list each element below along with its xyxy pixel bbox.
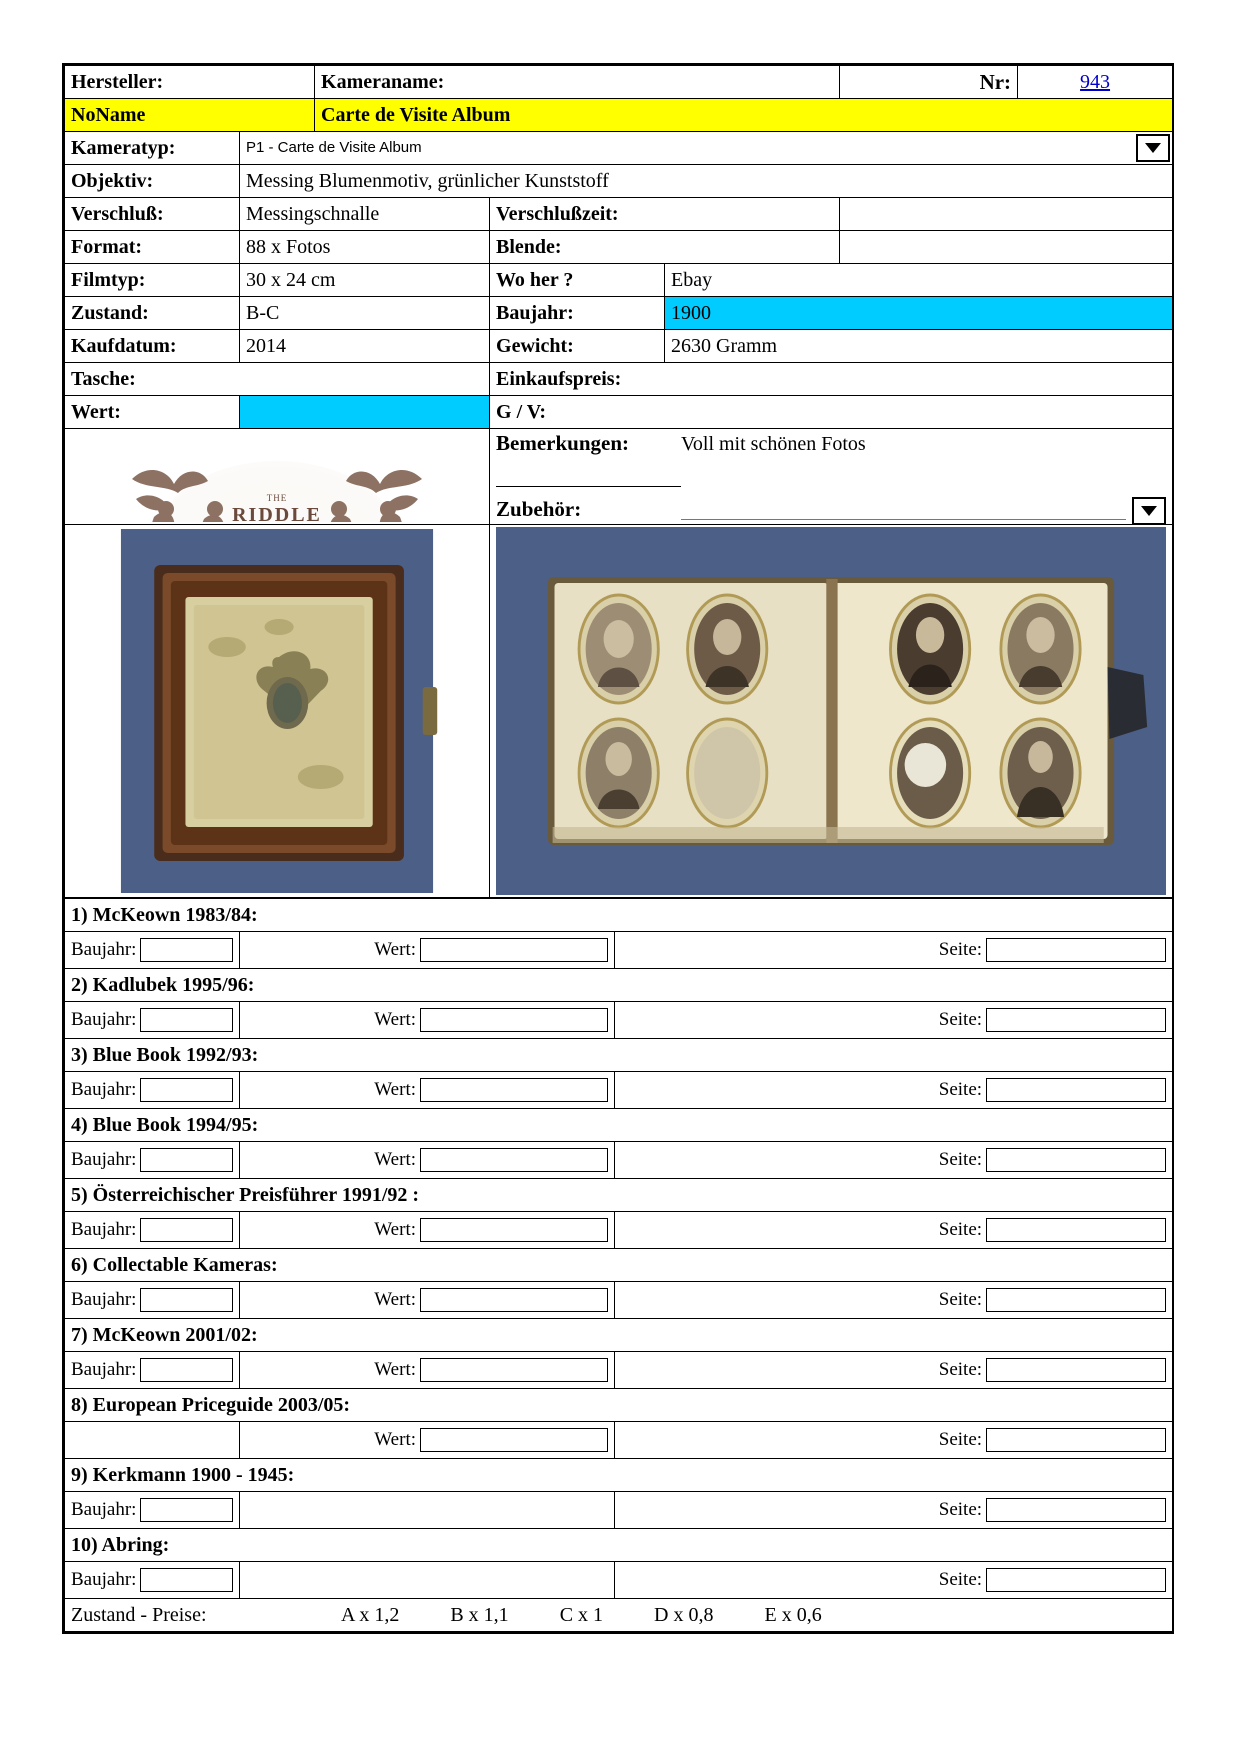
blende-value[interactable]	[840, 231, 1173, 264]
seite-label-10: Seite:	[938, 1569, 983, 1590]
wert-label-5-cell	[240, 1212, 615, 1249]
seite-input-9[interactable]	[986, 1498, 1166, 1522]
wert-label-9-cell	[240, 1492, 615, 1529]
wert-input-7[interactable]	[420, 1358, 608, 1382]
baujahr-label-5-cell	[65, 1212, 240, 1249]
wert-label-7: Wert:	[374, 1359, 416, 1380]
seite-input-1[interactable]	[986, 938, 1166, 962]
wert-input-2[interactable]	[420, 1008, 608, 1032]
seite-label-2: Seite:	[938, 1009, 983, 1030]
nr-label-cell	[840, 66, 1018, 99]
kameratyp-value: P1 - Carte de Visite Album	[246, 139, 422, 156]
wert-input-8[interactable]	[420, 1428, 608, 1452]
hersteller-label: Hersteller:	[65, 66, 315, 99]
bemerkungen-value[interactable]: Voll mit schönen Fotos	[681, 433, 866, 455]
bemerkungen-label: Bemerkungen:	[496, 431, 630, 455]
price-guide-source-title: 3) Blue Book 1992/93:	[65, 1039, 1173, 1072]
wert-label-2-cell	[240, 1002, 615, 1039]
price-guide-title-row	[65, 1319, 1173, 1352]
wert-label-1: Wert:	[374, 939, 416, 960]
wert-label-8: Wert:	[374, 1429, 416, 1450]
price-guide-fields-row	[65, 1282, 1173, 1319]
seite-label-8-cell	[615, 1422, 1173, 1459]
seite-label-10-cell	[615, 1562, 1173, 1599]
seite-input-4[interactable]	[986, 1148, 1166, 1172]
baujahr-label-2: Baujahr:	[71, 1009, 137, 1030]
verschluss-label: Verschluß:	[65, 198, 240, 231]
baujahr-label-1: Baujahr:	[71, 939, 137, 960]
kaufdatum-value[interactable]: 2014	[240, 330, 490, 363]
baujahr-input-10[interactable]	[140, 1568, 233, 1592]
baujahr-label-2-cell	[65, 1002, 240, 1039]
baujahr-input-7[interactable]	[140, 1358, 233, 1382]
bemerkungen-row	[496, 431, 1166, 456]
price-guide-fields-row	[65, 1212, 1173, 1249]
seite-label-6: Seite:	[938, 1289, 983, 1310]
wert-label: Wert:	[65, 396, 240, 429]
kaufdatum-label: Kaufdatum:	[65, 330, 240, 363]
wert-label-7-cell	[240, 1352, 615, 1389]
seite-input-3[interactable]	[986, 1078, 1166, 1102]
zubehoer-value[interactable]	[681, 499, 1126, 520]
baujahr-input-1[interactable]	[140, 938, 233, 962]
row-kaufdatum	[65, 330, 1173, 363]
kameraname-value[interactable]: Carte de Visite Album	[315, 99, 1173, 132]
row-zustand	[65, 297, 1173, 330]
baujahr-label-1-cell	[65, 932, 240, 969]
format-label: Format:	[65, 231, 240, 264]
row-wert	[65, 396, 1173, 429]
kameratyp-label: Kameratyp:	[65, 132, 240, 165]
price-guide-fields-row	[65, 1002, 1173, 1039]
row-objektiv	[65, 165, 1173, 198]
zustand-preise-label: Zustand - Preise:	[71, 1603, 207, 1626]
wert-label-3: Wert:	[374, 1079, 416, 1100]
seite-label-9: Seite:	[938, 1499, 983, 1520]
preis-faktor-e: E x 0,6	[764, 1603, 822, 1626]
baujahr-label-6-cell	[65, 1282, 240, 1319]
zubehoer-label: Zubehör:	[496, 497, 582, 521]
logo-line2: RIDDLE	[232, 504, 322, 526]
filmtyp-value[interactable]: 30 x 24 cm	[240, 264, 490, 297]
price-guide-source-title: 8) European Priceguide 2003/05:	[65, 1389, 1173, 1422]
price-guide-title-row	[65, 1249, 1173, 1282]
baujahr-label-7: Baujahr:	[71, 1359, 137, 1380]
logo-cell	[65, 429, 490, 525]
bemerkungen-divider	[496, 486, 681, 487]
photo-open-album	[496, 527, 1166, 895]
blende-label: Blende:	[490, 231, 840, 264]
price-guide-title-row	[65, 899, 1173, 932]
wert-label-10-cell	[240, 1562, 615, 1599]
price-guide-fields-row	[65, 1562, 1173, 1599]
baujahr-label-4-cell	[65, 1142, 240, 1179]
price-guide-source-title: 10) Abring:	[65, 1529, 1173, 1562]
nr-label: Nr:	[979, 69, 1012, 94]
wert-label-2: Wert:	[374, 1009, 416, 1030]
baujahr-label-3-cell	[65, 1072, 240, 1109]
seite-label-5: Seite:	[938, 1219, 983, 1240]
zustand-label: Zustand:	[65, 297, 240, 330]
wert-label-5: Wert:	[374, 1219, 416, 1240]
row-filmtyp	[65, 264, 1173, 297]
seite-label-1-cell	[615, 932, 1173, 969]
zustand-value[interactable]: B-C	[240, 297, 490, 330]
objektiv-label: Objektiv:	[65, 165, 240, 198]
price-guide-fields-row	[65, 1492, 1173, 1529]
seite-label-6-cell	[615, 1282, 1173, 1319]
row-hersteller-kameraname	[65, 66, 1173, 99]
kameraname-label: Kameraname:	[315, 66, 840, 99]
camera-data-table	[64, 65, 1173, 898]
preis-faktor-a: A x 1,2	[341, 1603, 400, 1626]
baujahr-input-9[interactable]	[140, 1498, 233, 1522]
logo-line1: THE	[266, 493, 288, 503]
price-guide-fields-row	[65, 932, 1173, 969]
objektiv-value[interactable]: Messing Blumenmotiv, grünlicher Kunststoff	[240, 165, 1173, 198]
price-guide-source-title: 4) Blue Book 1994/95:	[65, 1109, 1173, 1142]
row-photos	[65, 525, 1173, 898]
seite-label-1: Seite:	[938, 939, 983, 960]
wert-input-6[interactable]	[420, 1288, 608, 1312]
baujahr-label-4: Baujahr:	[71, 1149, 137, 1170]
wert-label-4: Wert:	[374, 1149, 416, 1170]
seite-input-5[interactable]	[986, 1218, 1166, 1242]
hersteller-value[interactable]: NoName	[65, 99, 315, 132]
photo-closed-album	[71, 527, 483, 895]
baujahr-label: Baujahr:	[490, 297, 665, 330]
price-guide-fields-row	[65, 1422, 1173, 1459]
price-guide-fields-row	[65, 1142, 1173, 1179]
riddle-logo-icon	[112, 439, 442, 526]
photo-closed-album-cell	[65, 525, 490, 898]
row-hersteller-value	[65, 99, 1173, 132]
woher-label: Wo her ?	[490, 264, 665, 297]
filmtyp-label: Filmtyp:	[65, 264, 240, 297]
price-guide-title-row	[65, 969, 1173, 1002]
seite-label-4-cell	[615, 1142, 1173, 1179]
remarks-cell	[490, 429, 1173, 525]
woher-value[interactable]: Ebay	[665, 264, 1173, 297]
price-guide-source-title: 6) Collectable Kameras:	[65, 1249, 1173, 1282]
baujahr-label-10: Baujahr:	[71, 1569, 137, 1590]
price-guide-source-title: 1) McKeown 1983/84:	[65, 899, 1173, 932]
baujahr-input-5[interactable]	[140, 1218, 233, 1242]
seite-label-3-cell	[615, 1072, 1173, 1109]
price-guide-table	[64, 898, 1173, 1632]
wert-input-5[interactable]	[420, 1218, 608, 1242]
price-guide-title-row	[65, 1179, 1173, 1212]
kameratyp-value-cell[interactable]	[240, 132, 1173, 165]
seite-input-2[interactable]	[986, 1008, 1166, 1032]
baujahr-label-5: Baujahr:	[71, 1219, 137, 1240]
tasche-label: Tasche:	[65, 363, 490, 396]
price-guide-title-row	[65, 1389, 1173, 1422]
seite-label-7: Seite:	[938, 1359, 983, 1380]
gv-label: G / V:	[490, 396, 1173, 429]
seite-label-3: Seite:	[938, 1079, 983, 1100]
baujahr-label-9-cell	[65, 1492, 240, 1529]
seite-input-7[interactable]	[986, 1358, 1166, 1382]
kameratyp-combobox[interactable]	[246, 134, 1166, 162]
price-guide-source-title: 7) McKeown 2001/02:	[65, 1319, 1173, 1352]
nr-value-cell[interactable]	[1018, 66, 1173, 99]
einkaufspreis-label: Einkaufspreis:	[490, 363, 1173, 396]
baujahr-input-6[interactable]	[140, 1288, 233, 1312]
seite-label-7-cell	[615, 1352, 1173, 1389]
nr-value[interactable]: 943	[1080, 70, 1111, 93]
wert-input-1[interactable]	[420, 938, 608, 962]
seite-input-10[interactable]	[986, 1568, 1166, 1592]
seite-label-8: Seite:	[938, 1429, 983, 1450]
baujahr-label-8-cell	[65, 1422, 240, 1459]
row-kameratyp	[65, 132, 1173, 165]
wert-label-3-cell	[240, 1072, 615, 1109]
preis-faktor-d: D x 0,8	[654, 1603, 714, 1626]
wert-input-3[interactable]	[420, 1078, 608, 1102]
gewicht-label: Gewicht:	[490, 330, 665, 363]
row-logo-remarks	[65, 429, 1173, 525]
format-value[interactable]: 88 x Fotos	[240, 231, 490, 264]
seite-input-6[interactable]	[986, 1288, 1166, 1312]
wert-input-4[interactable]	[420, 1148, 608, 1172]
price-guide-fields-row	[65, 1352, 1173, 1389]
gewicht-value[interactable]: 2630 Gramm	[665, 330, 1173, 363]
row-verschluss	[65, 198, 1173, 231]
baujahr-input-3[interactable]	[140, 1078, 233, 1102]
zubehoer-chevron-down-icon[interactable]	[1132, 497, 1166, 525]
price-guide-title-row	[65, 1529, 1173, 1562]
baujahr-label-6: Baujahr:	[71, 1289, 137, 1310]
baujahr-label-9: Baujahr:	[71, 1499, 137, 1520]
verschlusszeit-value[interactable]	[840, 198, 1173, 231]
seite-label-9-cell	[615, 1492, 1173, 1529]
row-tasche	[65, 363, 1173, 396]
row-format	[65, 231, 1173, 264]
seite-label-4: Seite:	[938, 1149, 983, 1170]
zubehoer-row	[496, 497, 1166, 522]
seite-label-2-cell	[615, 1002, 1173, 1039]
row-zustand-preise	[65, 1599, 1173, 1632]
wert-label-4-cell	[240, 1142, 615, 1179]
price-guide-source-title: 2) Kadlubek 1995/96:	[65, 969, 1173, 1002]
footer-cell	[65, 1599, 1173, 1632]
baujahr-value[interactable]: 1900	[665, 297, 1173, 330]
chevron-down-icon[interactable]	[1136, 134, 1170, 162]
verschlusszeit-label: Verschlußzeit:	[490, 198, 840, 231]
price-guide-fields-row	[65, 1072, 1173, 1109]
baujahr-input-2[interactable]	[140, 1008, 233, 1032]
baujahr-input-4[interactable]	[140, 1148, 233, 1172]
preis-faktor-b: B x 1,1	[450, 1603, 509, 1626]
baujahr-label-7-cell	[65, 1352, 240, 1389]
price-guide-title-row	[65, 1459, 1173, 1492]
wert-label-6-cell	[240, 1282, 615, 1319]
price-guide-source-title: 9) Kerkmann 1900 - 1945:	[65, 1459, 1173, 1492]
price-guide-title-row	[65, 1109, 1173, 1142]
camera-record-sheet	[62, 63, 1174, 1634]
price-guide-title-row	[65, 1039, 1173, 1072]
verschluss-value[interactable]: Messingschnalle	[240, 198, 490, 231]
wert-label-6: Wert:	[374, 1289, 416, 1310]
preis-faktor-c: C x 1	[559, 1603, 604, 1626]
photo-open-album-cell	[490, 525, 1173, 898]
wert-label-8-cell	[240, 1422, 615, 1459]
wert-label-1-cell	[240, 932, 615, 969]
baujahr-label-3: Baujahr:	[71, 1079, 137, 1100]
seite-input-8[interactable]	[986, 1428, 1166, 1452]
wert-value[interactable]	[240, 396, 490, 429]
carte-de-visite-logo	[71, 431, 483, 526]
baujahr-label-10-cell	[65, 1562, 240, 1599]
price-guide-source-title: 5) Österreichischer Preisführer 1991/92 :	[65, 1179, 1173, 1212]
seite-label-5-cell	[615, 1212, 1173, 1249]
zustand-preise-items	[341, 1604, 868, 1627]
